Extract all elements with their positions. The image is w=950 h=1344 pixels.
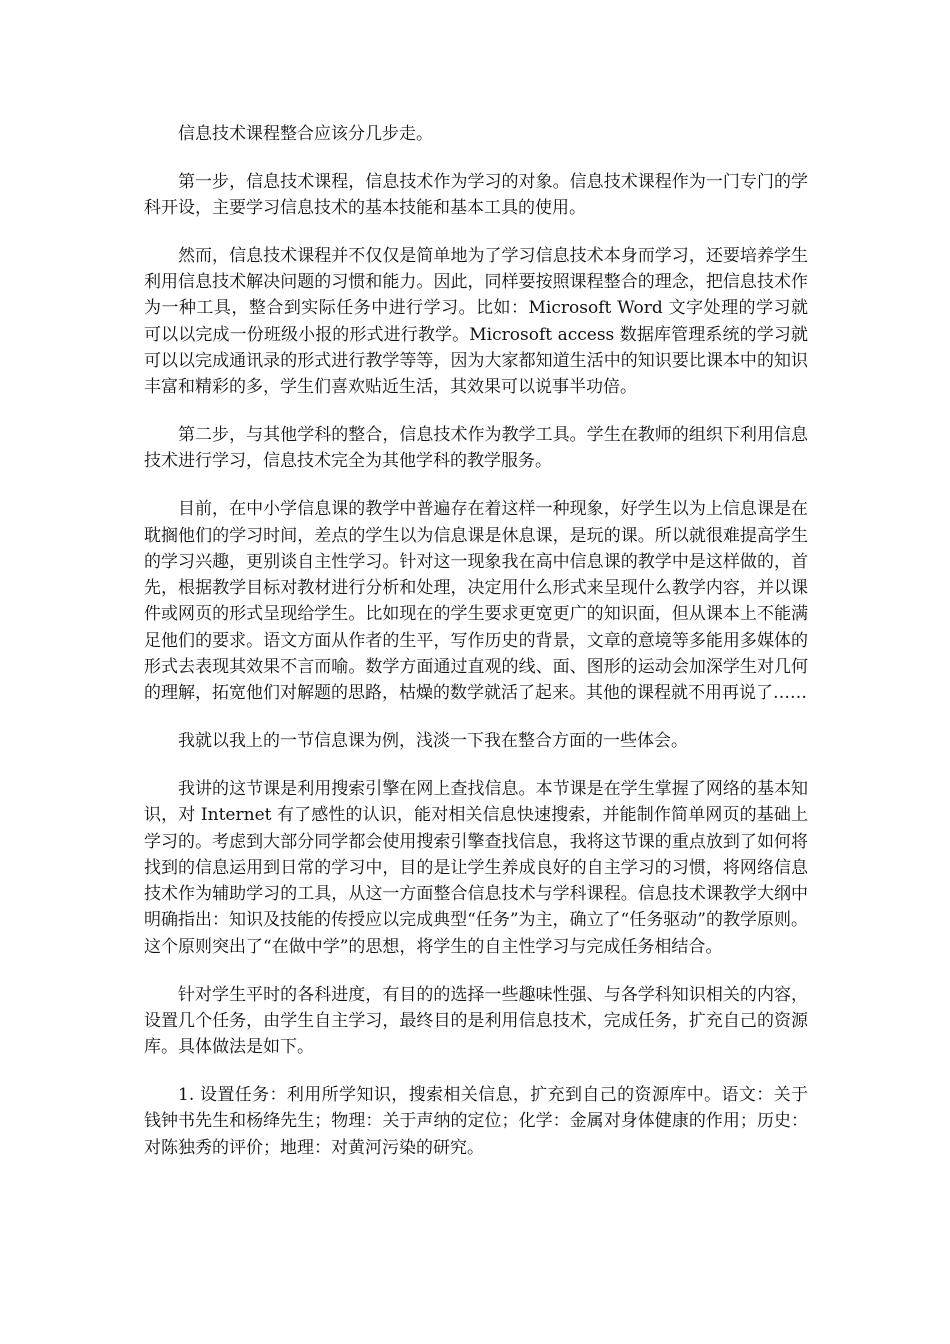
paragraph-current-situation: 目前，在中小学信息课的教学中普遍存在着这样一种现象，好学生以为上信息课是在耽搁他们的学习时间，差点的学生以为信息课是休息课，是玩的课。所以就很难提高学生的学习兴趣，更别谈自主性学习。针对这一现象我在高中信息课的教学中是这样做的，首先，根据教学目标对教材进行分析和处理，决定用什么形式来呈现什么教学内容，并以课件或网页的形式呈现给学生。比如现在的学生要求更宽更广的知识面，但从课本上不能满足他们的要求。语文方面从作者的生平，写作历史的背景，文章的意境等多能用多媒体的形式去表现其效果不言而喻。数学方面通过直观的线、面、图形的运动会加深学生对几何的理解，拓宽他们对解题的思路，枯燥的数学就活了起来。其他的课程就不用再说了…… — [144, 499, 808, 704]
paragraph-intro: 信息技术课程整合应该分几步走。 — [178, 124, 433, 144]
paragraph-set-tasks: 1. 设置任务：利用所学知识，搜索相关信息，扩充到自己的资源库中。语文：关于钱钟书先生和杨绛先生；物理：关于声纳的定位；化学：金属对身体健康的作用；历史：对陈独秀的评价；地理：对黄河污染的研究。 — [144, 1084, 808, 1158]
paragraph-task-selection: 针对学生平时的各科进度，有目的的选择一些趣味性强、与各学科知识相关的内容，设置几个任务，由学生自主学习，最终目的是利用信息技术，完成任务，扩充自己的资源库。具体做法是如下。 — [144, 984, 808, 1058]
paragraph-however: 然而，信息技术课程并不仅仅是简单地为了学习信息技术本身而学习，还要培养学生利用信息技术解决问题的习惯和能力。因此，同样要按照课程整合的理念，把信息技术作为一种工具，整合到实际任务中进行学习。比如：Microsoft Word 文字处理的学习就可以以完成一份班级小报的形式进行教学。Microsoft access 数据库管理系统的学习就可以以完成通讯录的形式进行教学等等，因为大家都知道生活中的知识要比课本中的知识丰富和精彩的多，学生们喜欢贴近生活，其效果可以说事半功倍。 — [144, 245, 808, 398]
paragraph-lesson-description: 我讲的这节课是利用搜索引擎在网上查找信息。本节课是在学生掌握了网络的基本知识，对 Internet 有了感性的认识，能对相关信息快速搜索，并能制作简单网页的基础上学习的。考虑到大部分同学都会使用搜索引擎查找信息，我将这节课的重点放到了如何将找到的信息运用到日常的学习中，目的是让学生养成良好的自主学习的习惯，将网络信息技术作为辅助学习的工具，从这一方面整合信息技术与学科课程。信息技术课教学大纲中明确指出：知识及技能的传授应以完成典型“任务”为主，确立了“任务驱动”的教学原则。这个原则突出了“在做中学”的思想，将学生的自主性学习与完成任务相结合。 — [144, 778, 808, 957]
document-body — [144, 121, 808, 1182]
paragraph-step-one: 第一步，信息技术课程，信息技术作为学习的对象。信息技术课程作为一门专门的学科开设，主要学习信息技术的基本技能和基本工具的使用。 — [144, 171, 808, 219]
paragraph-example-intro: 我就以我上的一节信息课为例，浅淡一下我在整合方面的一些体会。 — [178, 731, 688, 752]
paragraph-step-two: 第二步，与其他学科的整合，信息技术作为教学工具。学生在教师的组织下利用信息技术进行学习，信息技术完全为其他学科的教学服务。 — [144, 425, 808, 472]
